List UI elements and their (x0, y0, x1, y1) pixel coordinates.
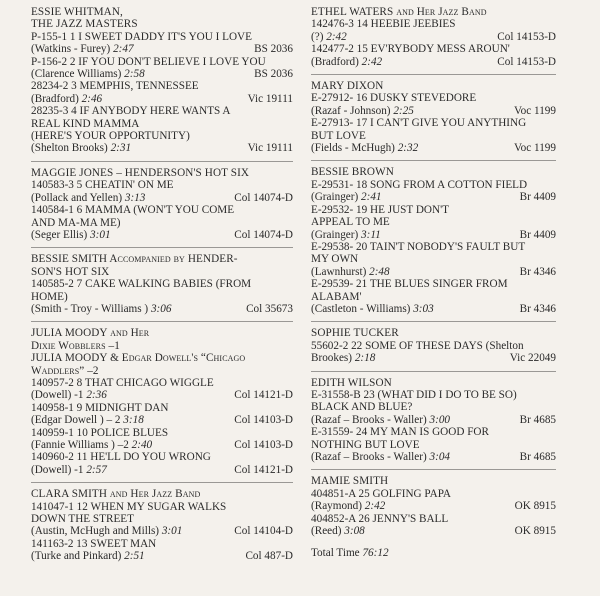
composer-credit: (Turke and Pinkard) (31, 550, 125, 563)
track-credit-row (31, 525, 293, 537)
track-title: APPEAL TO ME (311, 216, 390, 229)
catalog-number: Col 14103-D (234, 414, 293, 427)
track-title: 140584-1 6 MAMMA (WON'T YOU COME (31, 204, 235, 217)
track-title: 142476-3 14 HEEBIE JEEBIES (311, 18, 456, 31)
artist-heading: ETHEL WATERS and Her Jazz Band (311, 6, 487, 18)
catalog-number: Br 4685 (519, 413, 556, 426)
catalog-number: BS 2036 (254, 68, 293, 81)
artist-section (311, 327, 556, 364)
section-divider (311, 74, 556, 75)
catalog-number: Col 14153-D (497, 55, 556, 68)
credit-group (311, 105, 414, 117)
credit-group (311, 31, 347, 43)
track-credit-row (311, 525, 556, 537)
catalog-number: OK 8915 (514, 500, 556, 513)
artist-heading: MAMIE SMITH (311, 475, 389, 488)
track-duration: 3:11 (361, 228, 381, 241)
track-credit-row (31, 229, 293, 241)
catalog-number: Br 4409 (519, 191, 556, 204)
track-duration: 3:06 (150, 302, 172, 315)
composer-credit: (Edgar Dowell ) – 2 (31, 414, 124, 427)
track-title: 404851-A 25 GOLFING PAPA (311, 487, 451, 500)
track-credit-row (311, 105, 556, 117)
track-duration: 2:41 (361, 191, 382, 204)
track-duration: 2:25 (393, 104, 414, 117)
catalog-number: OK 8915 (514, 525, 556, 538)
track-title: E-27913- 17 I CAN'T GIVE YOU ANYTHING (311, 117, 527, 130)
track-title: BUT LOVE (311, 129, 366, 142)
track-title: E-27912- 16 DUSKY STEVEDORE (311, 92, 477, 105)
catalog-number: Voc 1199 (514, 104, 556, 117)
track-title: E-29532- 19 HE JUST DON'T (311, 203, 449, 216)
track-duration: 2:42 (364, 500, 386, 513)
credit-group (311, 414, 450, 426)
track-duration: 2:58 (124, 68, 145, 81)
track-title: BLACK AND BLUE? (311, 401, 413, 414)
track-title: MY OWN (311, 253, 359, 266)
track-credit-row (31, 414, 293, 426)
composer-credit: (Grainger) (311, 191, 362, 204)
track-credit-row (311, 303, 556, 315)
track-duration: 2:42 (326, 30, 347, 43)
composer-credit: (Raymond) (311, 500, 365, 513)
section-divider (31, 482, 293, 483)
artist-section (311, 377, 556, 464)
track-duration: 2:46 (81, 92, 103, 105)
composer-credit: (Razaf – Brooks - Waller) (311, 413, 430, 426)
track-title: REAL KIND MAMMA (31, 117, 140, 130)
track-title: E-31559- 24 MY MAN IS GOOD FOR (311, 426, 489, 439)
section-divider (31, 247, 293, 248)
credit-group (311, 229, 381, 241)
credit-group (311, 451, 450, 463)
track-title: DOWN THE STREET (31, 513, 134, 526)
track-duration: 2:47 (113, 43, 134, 56)
credit-group (311, 303, 434, 315)
credit-group (311, 266, 390, 278)
artist-section (31, 167, 293, 241)
credit-group (31, 550, 145, 562)
composer-credit: (Seger Ellis) (31, 228, 91, 241)
track-credit-row (31, 93, 293, 105)
track-credit-row (311, 56, 556, 68)
catalog-number: BS 2036 (254, 43, 293, 56)
artist-section (311, 6, 556, 68)
section-divider (311, 321, 556, 322)
artist-heading: ESSIE WHITMAN, THE JAZZ MASTERS (31, 6, 138, 31)
catalog-number: Col 35673 (246, 302, 293, 315)
credit-group (31, 142, 131, 154)
track-duration: 3:03 (413, 302, 434, 315)
track-title: 28235-3 4 IF ANYBODY HERE WANTS A (31, 105, 231, 118)
track-credit-row (31, 389, 293, 401)
track-title: HOME) (31, 290, 68, 303)
track-credit-row (31, 464, 293, 476)
track-credit-row (31, 68, 293, 80)
catalog-number: Vic 19111 (247, 142, 293, 155)
credit-group (31, 525, 182, 537)
track-title: P-155-1 1 I SWEET DADDY IT'S YOU I LOVE (31, 30, 252, 43)
track-title: P-156-2 2 IF YOU DON'T BELIEVE I LOVE YOU (31, 55, 266, 68)
track-title: 142477-2 15 EV'RYBODY MESS AROUN' (311, 43, 510, 56)
track-duration: 3:08 (344, 525, 365, 538)
track-title: 140957-2 8 THAT CHICAGO WIGGLE (31, 376, 214, 389)
credit-group (31, 43, 134, 55)
track-title: E-31558-B 23 (WHAT DID I DO TO BE SO) (311, 388, 517, 401)
credit-group (31, 439, 152, 451)
track-credit-row (311, 266, 556, 278)
artist-section (311, 166, 556, 315)
track-credit-row (311, 414, 556, 426)
track-title: 404852-A 26 JENNY'S BALL (311, 512, 449, 525)
track-title: ALABAM' (311, 290, 362, 303)
catalog-number: Col 14121-D (234, 389, 293, 402)
composer-credit: (Razaf - Johnson) (311, 104, 394, 117)
composer-credit: (Bradford) (311, 55, 362, 68)
track-duration: 3:01 (90, 228, 111, 241)
artist-heading: JULIA MOODY and Her Dixie Wobblers –1 JULIA MOODY & Edgar Dowell's “Chicago Waddlers” –2 (31, 327, 246, 377)
composer-credit: (Reed) (311, 525, 345, 538)
composer-credit: (Castleton - Williams) (311, 302, 414, 315)
track-duration: 2:31 (110, 142, 132, 155)
composer-credit: (Watkins - Furey) (31, 43, 114, 56)
track-title: 140583-3 5 CHEATIN' ON ME (31, 179, 174, 192)
composer-credit: (?) (311, 30, 327, 43)
track-title: 140959-1 10 POLICE BLUES (31, 426, 169, 439)
artist-heading: MARY DIXON (311, 80, 384, 93)
credit-group (31, 93, 102, 105)
artist-heading: BESSIE BROWN (311, 166, 394, 179)
section-divider (311, 160, 556, 161)
artist-heading: CLARA SMITH and Her Jazz Band (31, 488, 201, 501)
catalog-number: Col 14104-D (234, 525, 293, 538)
section-divider (311, 371, 556, 372)
section-divider (311, 469, 556, 470)
section-divider (31, 321, 293, 322)
composer-credit: (Austin, McHugh and Mills) (31, 525, 162, 538)
composer-credit: (Dowell) -1 (31, 463, 87, 476)
track-title: (HERE'S YOUR OPPORTUNITY) (31, 130, 190, 143)
track-title: E-29531- 18 SONG FROM A COTTON FIELD (311, 178, 528, 191)
track-credit-row (31, 550, 293, 562)
track-title: 55602-2 22 SOME OF THESE DAYS (Shelton (311, 339, 524, 352)
catalog-number: Br 4346 (519, 265, 556, 278)
catalog-number: Col 14074-D (234, 228, 293, 241)
composer-credit: (Lawnhurst) (311, 265, 370, 278)
catalog-number: Col 487-D (245, 550, 293, 563)
credit-group (311, 500, 385, 512)
artist-heading: MAGGIE JONES – HENDERSON'S HOT SIX (31, 166, 250, 179)
catalog-number: Br 4685 (519, 451, 556, 463)
artist-section (31, 488, 293, 562)
total-time-label: Total Time (311, 547, 363, 560)
composer-credit: (Dowell) -1 (31, 389, 87, 402)
credit-group (311, 191, 382, 203)
section-divider (31, 161, 293, 162)
track-title: 140960-2 11 HE'LL DO YOU WRONG (31, 451, 211, 464)
track-duration: 3:00 (429, 413, 451, 426)
track-credit-row (31, 43, 293, 55)
track-title: 28234-2 3 MEMPHIS, TENNESSEE (31, 80, 199, 93)
track-duration: 2:57 (86, 463, 107, 476)
track-title: E-29538- 20 TAIN'T NOBODY'S FAULT BUT (311, 240, 526, 253)
credit-group (31, 229, 111, 241)
track-duration: 2:32 (397, 142, 419, 155)
track-title: 141047-1 12 WHEN MY SUGAR WALKS (31, 500, 227, 513)
artist-section (31, 327, 293, 476)
track-credit-row (311, 500, 556, 512)
composer-credit: Brookes) (311, 352, 355, 365)
credit-group (31, 192, 145, 204)
track-title: NOTHING BUT LOVE (311, 438, 420, 451)
track-title: AND MA-MA ME) (31, 216, 121, 229)
credit-group (31, 414, 144, 426)
credit-group (31, 389, 107, 401)
catalog-number: Col 14074-D (234, 191, 293, 204)
track-credit-row (31, 439, 293, 451)
track-duration: 3:04 (429, 451, 451, 463)
artist-heading: SOPHIE TUCKER (311, 327, 399, 340)
catalog-number: Vic 19111 (247, 92, 293, 105)
credit-group (311, 352, 375, 364)
track-title: 140585-2 7 CAKE WALKING BABIES (FROM (31, 278, 252, 291)
credit-group (311, 56, 382, 68)
total-time (311, 547, 556, 559)
track-duration: 3:01 (161, 525, 183, 538)
right-column (311, 6, 556, 560)
catalog-number: Col 14121-D (234, 463, 293, 476)
credit-group (31, 464, 107, 476)
catalog-number: Br 4346 (519, 302, 556, 315)
catalog-number: Col 14153-D (497, 30, 556, 43)
track-duration: 2:18 (354, 352, 376, 365)
credit-group (311, 525, 365, 537)
track-title: E-29539- 21 THE BLUES SINGER FROM (311, 278, 508, 291)
credit-group (31, 68, 145, 80)
composer-credit: (Smith - Troy - Williams ) (31, 302, 151, 315)
track-credit-row (31, 142, 293, 154)
credit-group (311, 142, 418, 154)
catalog-number: Voc 1199 (514, 142, 556, 155)
artist-heading: BESSIE SMITH Accompanied by HENDER- SON'S HOT SIX (31, 253, 238, 278)
track-duration: 3:18 (123, 414, 144, 427)
track-duration: 2:48 (369, 265, 390, 278)
left-column (31, 6, 293, 563)
catalog-number: Col 14103-D (234, 439, 293, 451)
track-duration: 2:36 (86, 389, 107, 402)
track-duration: 2:51 (124, 550, 145, 563)
credit-group (31, 303, 171, 315)
track-credit-row (31, 303, 293, 315)
composer-credit: (Shelton Brooks) (31, 142, 111, 155)
composer-credit: (Grainger) (311, 228, 362, 241)
track-duration: 2:42 (361, 55, 383, 68)
track-credit-row (311, 352, 556, 364)
artist-section (311, 80, 556, 154)
track-credit-row (311, 31, 556, 43)
composer-credit: (Razaf – Brooks - Waller) (311, 451, 430, 463)
track-credit-row (311, 191, 556, 203)
artist-heading: EDITH WILSON (311, 376, 392, 389)
track-credit-row (311, 142, 556, 154)
track-credit-row (311, 229, 556, 241)
catalog-number: Br 4409 (519, 228, 556, 241)
track-credit-row (31, 192, 293, 204)
total-time-value: 76:12 (362, 547, 389, 560)
track-duration: 2:40 (131, 439, 153, 451)
track-credit-row (311, 451, 556, 463)
track-title: 141163-2 13 SWEET MAN (31, 537, 157, 550)
artist-section (31, 6, 293, 155)
catalog-number: Vic 22049 (509, 352, 556, 365)
track-title: 140958-1 9 MIDNIGHT DAN (31, 401, 169, 414)
artist-section (311, 475, 556, 537)
track-duration: 3:13 (124, 191, 146, 204)
artist-section (31, 253, 293, 315)
composer-credit: (Bradford) (31, 92, 82, 105)
composer-credit: (Fannie Williams ) –2 (31, 439, 132, 451)
composer-credit: (Fields - McHugh) (311, 142, 398, 155)
composer-credit: (Pollack and Yellen) (31, 191, 125, 204)
composer-credit: (Clarence Williams) (31, 68, 125, 81)
